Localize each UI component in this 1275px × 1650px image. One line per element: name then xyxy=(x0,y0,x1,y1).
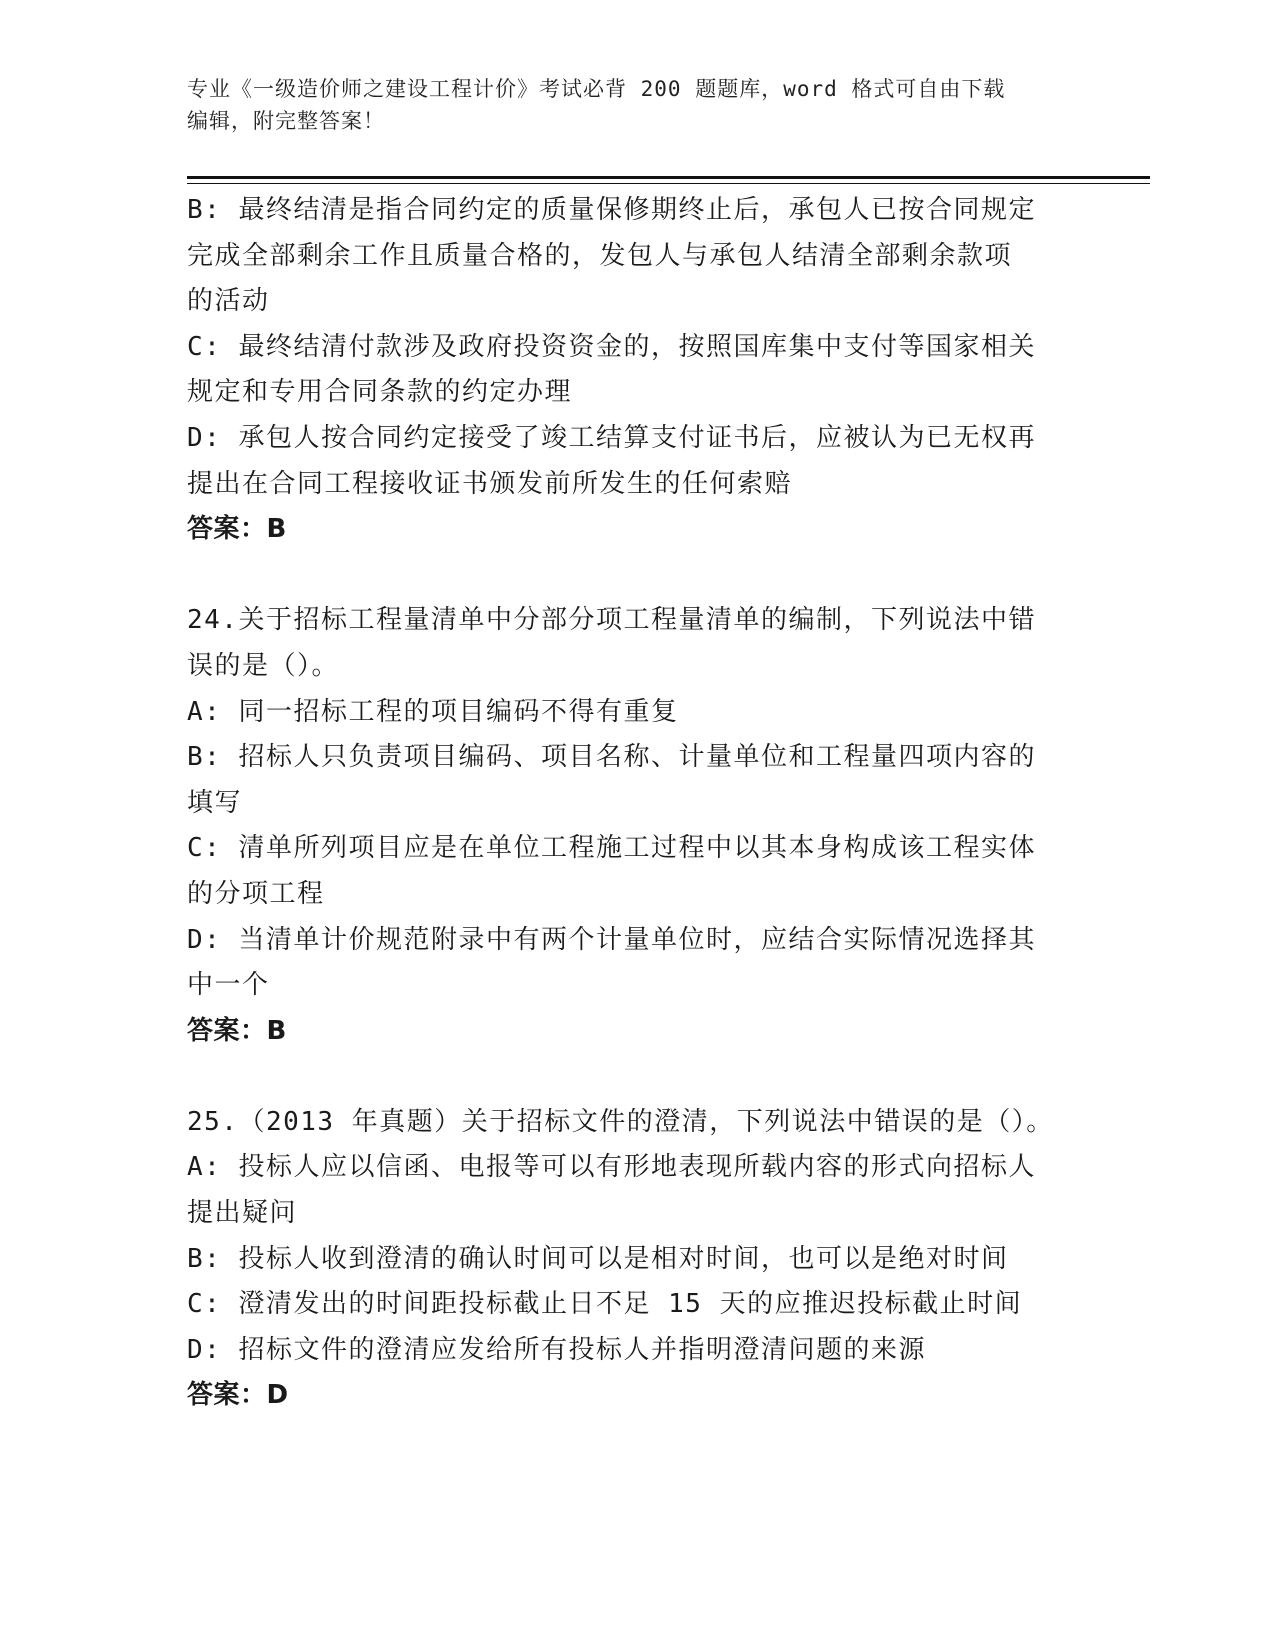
question-25 xyxy=(187,1100,1067,1419)
option-line: B: 投标人收到澄清的确认时间可以是相对时间，也可以是绝对时间 xyxy=(187,1243,1009,1274)
option-line: D: 招标文件的澄清应发给所有投标人并指明澄清问题的来源 xyxy=(187,1334,926,1365)
answer: 答案：B xyxy=(187,514,287,545)
stem-line: 误的是（）。 xyxy=(187,650,340,681)
option-c xyxy=(187,1282,1067,1328)
option-line: 填写 xyxy=(187,787,243,818)
option-line: C: 清单所列项目应是在单位工程施工过程中以其本身构成该工程实体 xyxy=(187,833,1036,864)
option-line: 的分项工程 xyxy=(187,878,325,909)
question-24 xyxy=(187,598,1067,1054)
header-rule-thick xyxy=(187,176,1150,179)
option-line: A: 投标人应以信函、电报等可以有形地表现所载内容的形式向招标人 xyxy=(187,1152,1036,1183)
option-line: A: 同一招标工程的项目编码不得有重复 xyxy=(187,696,679,727)
answer: 答案：D xyxy=(187,1380,289,1411)
option-d xyxy=(187,918,1067,1009)
option-c xyxy=(187,826,1067,917)
option-d xyxy=(187,416,1067,507)
option-b xyxy=(187,735,1067,826)
stem-line: 24.关于招标工程量清单中分部分项工程量清单的编制，下列说法中错 xyxy=(187,605,1036,636)
option-line: 的活动 xyxy=(187,286,270,317)
option-a xyxy=(187,690,1067,736)
option-line: B: 招标人只负责项目编码、项目名称、计量单位和工程量四项内容的 xyxy=(187,742,1036,773)
option-line: 中一个 xyxy=(187,970,270,1001)
option-c xyxy=(187,325,1067,416)
question-stem xyxy=(187,1100,1067,1146)
stem-line: 25.（2013 年真题）关于招标文件的澄清，下列说法中错误的是（）。 xyxy=(187,1106,1054,1137)
option-line: 提出在合同工程接收证书颁发前所发生的任何索赔 xyxy=(187,468,793,499)
option-d xyxy=(187,1328,1067,1374)
option-line: C: 澄清发出的时间距投标截止日不足 15 天的应推迟投标截止时间 xyxy=(187,1289,1023,1320)
header-line-2: 编辑，附完整答案！ xyxy=(187,109,385,133)
header-line-1: 专业《一级造价师之建设工程计价》考试必背 200 题题库，word 格式可自由下载 xyxy=(187,77,1006,101)
question-23 xyxy=(187,188,1067,553)
option-b xyxy=(187,188,1067,325)
option-line: D: 当清单计价规范附录中有两个计量单位时，应结合实际情况选择其 xyxy=(187,924,1036,955)
option-line: C: 最终结清付款涉及政府投资资金的，按照国库集中支付等国家相关 xyxy=(187,331,1036,362)
option-line: D: 承包人按合同约定接受了竣工结算支付证书后，应被认为已无权再 xyxy=(187,422,1036,453)
option-line: 完成全部剩余工作且质量合格的，发包人与承包人结清全部剩余款项 xyxy=(187,240,1013,271)
option-line: 规定和专用合同条款的约定办理 xyxy=(187,377,573,408)
spacer xyxy=(187,1054,1067,1100)
spacer xyxy=(187,553,1067,599)
option-a xyxy=(187,1145,1067,1236)
header-rule-thin xyxy=(187,183,1150,184)
page-header xyxy=(187,73,1067,137)
answer: 答案：B xyxy=(187,1015,287,1046)
question-content xyxy=(187,188,1067,1419)
option-line: B: 最终结清是指合同约定的质量保修期终止后，承包人已按合同规定 xyxy=(187,195,1036,225)
question-stem xyxy=(187,598,1067,689)
option-b xyxy=(187,1237,1067,1283)
option-line: 提出疑问 xyxy=(187,1198,298,1229)
